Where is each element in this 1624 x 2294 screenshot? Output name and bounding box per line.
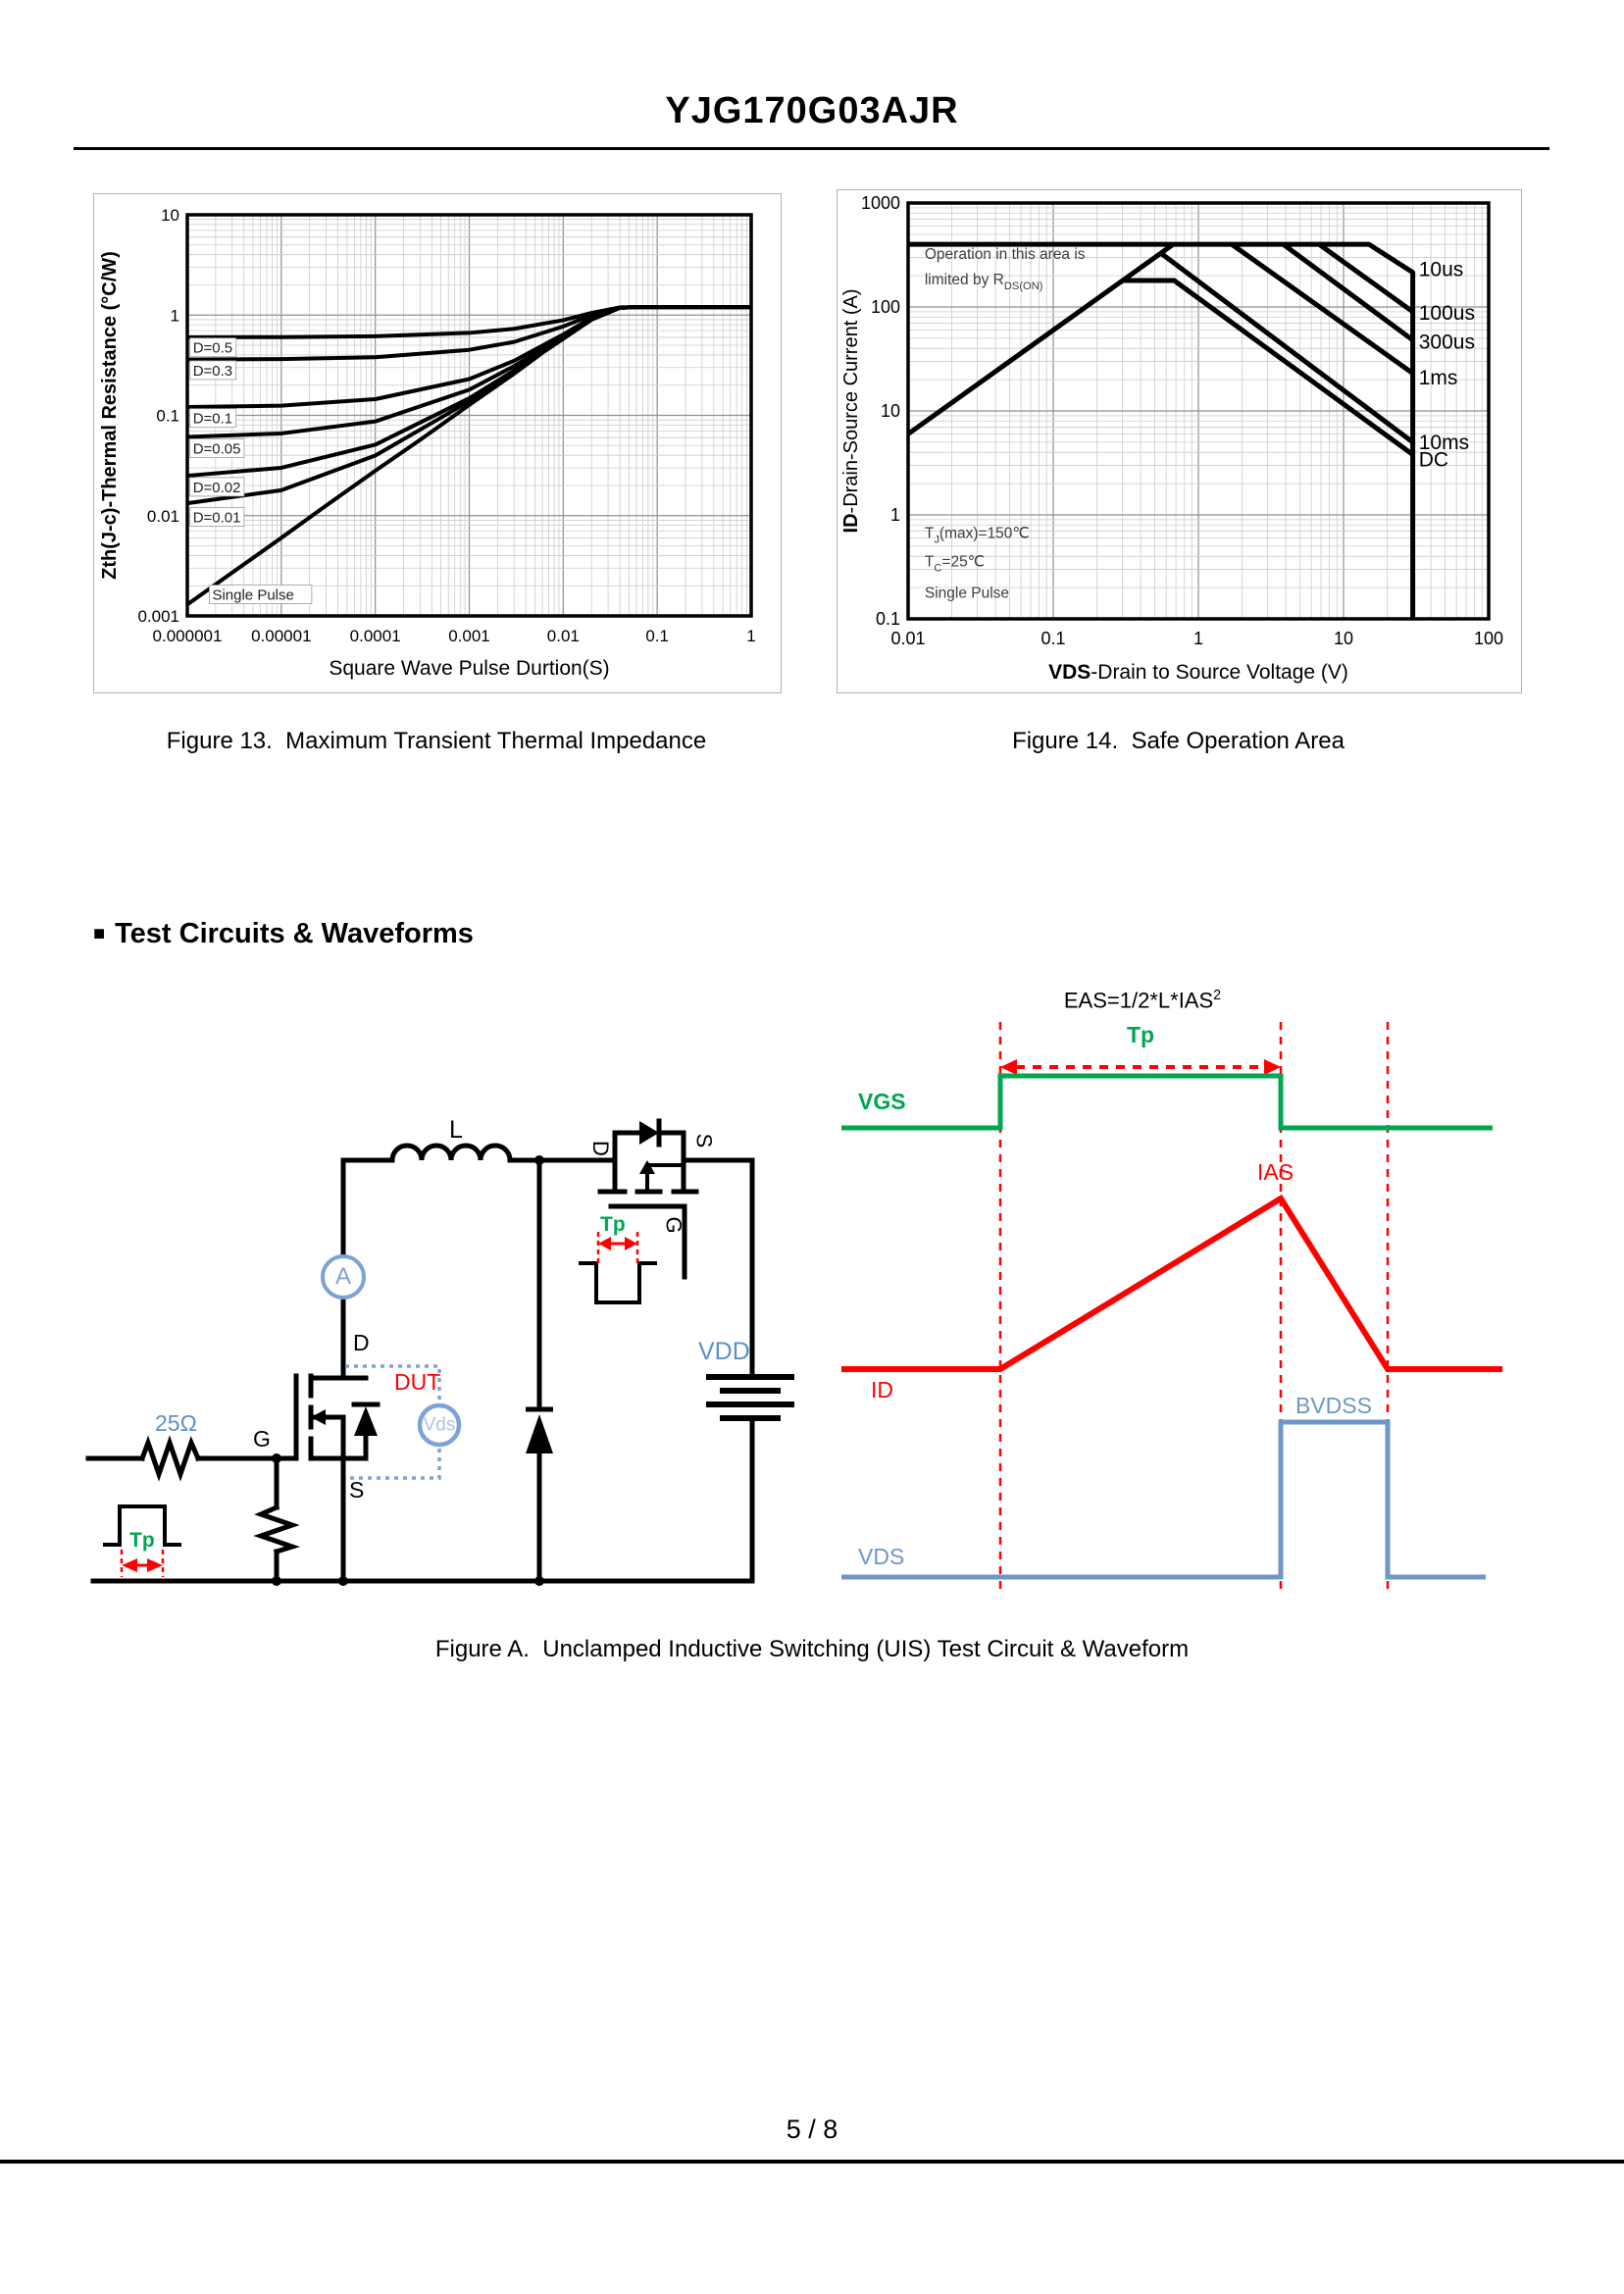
freewheel-diode: [526, 1414, 553, 1453]
figure13-plot: [94, 194, 779, 690]
ammeter-label: A: [334, 1263, 352, 1290]
figure13-thermal-impedance-chart: [93, 193, 782, 693]
series-1ms: [1232, 244, 1413, 373]
svg-text:D=0.3: D=0.3: [192, 362, 233, 380]
svg-text:D=0.1: D=0.1: [192, 410, 233, 428]
series-100us: [1319, 244, 1412, 312]
svg-text:10: 10: [880, 401, 900, 421]
svg-text:Single Pulse: Single Pulse: [212, 586, 294, 604]
vds-meter-label: Vds: [423, 1414, 456, 1436]
junction-dot: [338, 1576, 348, 1586]
section-bullet-icon: ■: [93, 923, 106, 944]
svg-text:1ms: 1ms: [1418, 366, 1458, 389]
svg-text:0.01: 0.01: [546, 627, 580, 645]
svg-text:0.001: 0.001: [137, 607, 179, 626]
vgs-trace: [841, 1076, 1493, 1128]
figure-a-caption: Figure A. Unclamped Inductive Switching (UIS) Test Circuit & Waveform: [434, 1636, 1190, 1662]
svg-text:1: 1: [746, 627, 756, 645]
figure14-soa-chart: [837, 189, 1522, 693]
svg-text:10: 10: [161, 206, 179, 225]
ias-label: IAS: [1257, 1159, 1294, 1185]
svg-text:100: 100: [870, 297, 900, 317]
tp-arrow-left-head: [1000, 1059, 1017, 1075]
id-label: ID: [871, 1377, 893, 1402]
figure13-caption: Figure 13. Maximum Transient Thermal Impedance: [166, 728, 707, 754]
hs-tp-label: Tp: [600, 1213, 626, 1236]
svg-text:limited by RDS(ON): limited by $R_{DS(ON)}$: [924, 271, 1043, 292]
svg-text:10us: 10us: [1418, 258, 1464, 281]
tp-arrow-right-head: [1264, 1059, 1281, 1075]
page-number: 5 / 8: [786, 2115, 838, 2144]
input-tp-label: Tp: [129, 1529, 155, 1552]
junction-dot: [272, 1453, 281, 1463]
figure-a-panel: [59, 981, 1589, 1628]
svg-text:TC=25℃: $T_C=25℃$: [924, 553, 986, 575]
dut-drain-label: D: [353, 1330, 370, 1355]
gate-resistor-label: 25Ω: [155, 1410, 197, 1436]
dut-source-label: S: [349, 1477, 365, 1503]
hs-gate-label: G: [661, 1216, 686, 1234]
bvdss-label: BVDSS: [1295, 1393, 1372, 1418]
svg-text:1: 1: [1193, 629, 1204, 648]
svg-text:0.1: 0.1: [645, 627, 669, 645]
svg-text:0.01: 0.01: [146, 506, 179, 526]
svg-text:D=0.05: D=0.05: [192, 440, 241, 458]
grid-lines: [187, 215, 751, 616]
svg-text:10ms: 10ms: [1418, 431, 1470, 454]
gate-resistor: [142, 1443, 198, 1474]
page-title: YJG170G03AJR: [665, 90, 959, 131]
svg-text:0.1: 0.1: [156, 406, 179, 426]
svg-text:0.1: 0.1: [875, 609, 900, 629]
dut-body-diode: [354, 1406, 378, 1436]
eas-formula: [1064, 989, 1221, 1011]
inductor-coil: [392, 1146, 510, 1160]
junction-dot: [534, 1576, 544, 1586]
svg-text:Operation in this area is: Operation in this area is: [924, 245, 1086, 263]
dut-label: DUT: [394, 1369, 441, 1395]
header-rule: [74, 147, 1549, 150]
time-marker-lines: [1000, 1022, 1388, 1589]
svg-text:DC: DC: [1418, 448, 1449, 472]
hs-pulse-symbol: [581, 1263, 655, 1302]
svg-text:TJ(max)=150℃: $T_J(\max)=150℃$: [924, 525, 1030, 546]
figure14-plot: [837, 190, 1519, 690]
svg-text:300us: 300us: [1418, 331, 1475, 354]
svg-text:Zth(J-c)-Thermal Resistance (: Zth(J-c)-Thermal Resistance (°C/W): [99, 251, 121, 580]
svg-text:D=0.01: D=0.01: [192, 509, 241, 527]
hs-body-diode: [639, 1121, 659, 1145]
svg-text:0.0001: 0.0001: [349, 627, 401, 645]
eas-formula-text: EAS=1/2*L*IAS: [1063, 988, 1214, 1013]
section-heading: [93, 918, 474, 950]
svg-text:100us: 100us: [1418, 301, 1475, 325]
svg-text:ID-Drain-Source Current (A): ID-Drain-Source Current (A): [840, 288, 862, 534]
svg-text:D=0.02: D=0.02: [192, 479, 241, 496]
svg-text:100: 100: [1473, 629, 1504, 648]
svg-text:1: 1: [170, 306, 179, 326]
svg-text:1000: 1000: [860, 193, 900, 213]
vds-label: VDS: [858, 1544, 905, 1569]
vds-trace: [841, 1422, 1486, 1577]
figure14-caption: Figure 14. Safe Operation Area: [1012, 728, 1345, 754]
uis-waveform-diagram: [834, 981, 1579, 1616]
svg-text:0.01: 0.01: [890, 629, 926, 648]
svg-text:1: 1: [889, 505, 900, 525]
pulldown-resistor: [261, 1507, 292, 1552]
hs-drain-label: D: [587, 1141, 613, 1156]
svg-text:0.00001: 0.00001: [251, 627, 312, 645]
vgs-label: VGS: [858, 1089, 906, 1114]
svg-text:Square Wave Pulse Durtion(S): Square Wave Pulse Durtion(S): [329, 657, 610, 680]
junction-dot: [272, 1576, 281, 1586]
svg-text:10: 10: [1333, 629, 1354, 648]
svg-text:Single Pulse: Single Pulse: [924, 585, 1010, 602]
hs-source-label: S: [691, 1133, 717, 1148]
waveform-tp-label: Tp: [1126, 1022, 1155, 1047]
footer-rule: [0, 2160, 1624, 2164]
dut-gate-label: G: [253, 1426, 271, 1452]
uis-test-circuit-diagram: [59, 981, 824, 1616]
eas-formula-sup: 2: [1213, 988, 1222, 1003]
section-heading-label: Test Circuits & Waveforms: [115, 918, 474, 949]
svg-text:0.001: 0.001: [448, 627, 490, 645]
svg-text:VDS-Drain to Source Voltage (V: VDS-Drain to Source Voltage (V): [1048, 661, 1348, 684]
id-trace: [841, 1198, 1502, 1369]
inductor-label: L: [449, 1116, 463, 1144]
svg-text:0.000001: 0.000001: [152, 627, 223, 645]
svg-text:D=0.5: D=0.5: [192, 339, 233, 357]
svg-text:0.1: 0.1: [1040, 629, 1066, 648]
junction-dot: [534, 1155, 544, 1165]
vdd-label: VDD: [698, 1338, 750, 1365]
